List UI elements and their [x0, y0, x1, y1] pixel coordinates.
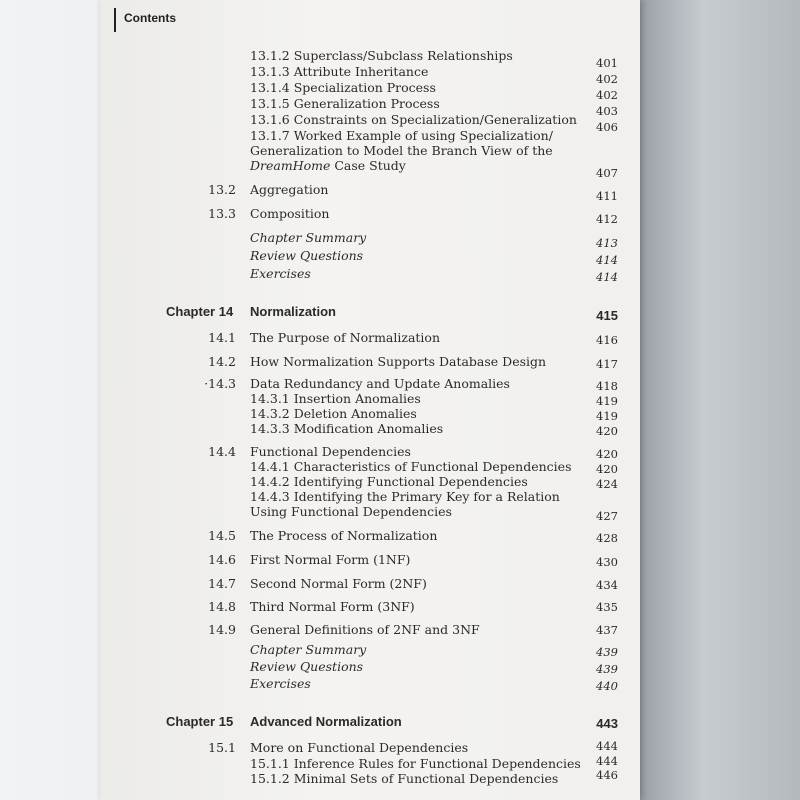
toc-number-14-9: 14.9	[208, 622, 236, 637]
toc-entry-ch14-exercises: Exercises	[250, 676, 311, 691]
case-study-text: Case Study	[330, 158, 406, 173]
toc-entry-14-3-2: 14.3.2 Deletion Anomalies	[250, 406, 417, 421]
toc-entry-15-1-1: 15.1.1 Inference Rules for Functional Dependencies	[250, 756, 581, 771]
toc-entry-14-4: Functional Dependencies	[250, 444, 411, 459]
toc-number-14-6: 14.6	[208, 552, 236, 567]
toc-page-14-3-1: 419	[596, 394, 618, 408]
toc-entry-ch13-exercises: Exercises	[250, 266, 311, 281]
toc-entry-ch14-summary: Chapter Summary	[250, 642, 367, 657]
toc-number-15-1: 15.1	[208, 740, 236, 755]
toc-page-13-3: 412	[596, 212, 618, 226]
toc-page-13-1-2: 401	[596, 56, 618, 70]
toc-number-14-3: ·14.3	[204, 376, 236, 391]
background-left	[0, 0, 100, 800]
toc-entry-14-3-3: 14.3.3 Modification Anomalies	[250, 421, 444, 436]
toc-entry-14-4-3-line1: 14.4.3 Identifying the Primary Key for a Relation	[250, 489, 560, 504]
toc-page-14-4-3: 427	[596, 509, 618, 523]
toc-page-14-4-2: 424	[596, 477, 618, 491]
toc-page-14-7: 434	[596, 578, 618, 592]
toc-page-14-9: 437	[596, 623, 618, 637]
toc-page-14-2: 417	[596, 357, 618, 371]
toc-entry-14-3-1: 14.3.1 Insertion Anomalies	[250, 391, 421, 406]
toc-entry-13-1-3: 13.1.3 Attribute Inheritance	[250, 64, 429, 79]
dreamhome-italic: DreamHome	[250, 158, 331, 173]
toc-number-14-4: 14.4	[208, 444, 236, 459]
toc-entry-14-8: Third Normal Form (3NF)	[250, 599, 415, 614]
chapter-14-label: Chapter 14	[166, 304, 234, 319]
toc-page-14-3-3: 420	[596, 424, 618, 438]
toc-entry-14-4-1: 14.4.1 Characteristics of Functional Dependencies	[250, 459, 572, 474]
book-page	[100, 0, 640, 800]
toc-page-14-3-2: 419	[596, 409, 618, 423]
toc-entry-ch13-summary: Chapter Summary	[250, 230, 367, 245]
toc-page-13-1-6: 406	[596, 120, 618, 134]
toc-entry-13-1-6: 13.1.6 Constraints on Specialization/Generalization	[250, 112, 577, 127]
toc-page-14-6: 430	[596, 555, 618, 569]
chapter-15-title: Advanced Normalization	[250, 714, 402, 729]
toc-page-ch14-review: 439	[596, 662, 618, 676]
toc-number-13-3: 13.3	[208, 206, 236, 221]
toc-entry-14-6: First Normal Form (1NF)	[250, 552, 411, 567]
toc-entry-14-2: How Normalization Supports Database Design	[250, 354, 547, 369]
toc-page-ch14-summary: 439	[596, 645, 618, 659]
toc-entry-14-1: The Purpose of Normalization	[250, 330, 441, 345]
toc-entry-13-1-2: 13.1.2 Superclass/Subclass Relationships	[250, 48, 513, 63]
toc-page-14-4-1: 420	[596, 462, 618, 476]
toc-entry-13-1-4: 13.1.4 Specialization Process	[250, 80, 436, 95]
toc-page-15-1-1: 444	[596, 754, 618, 768]
toc-entry-13-1-7-line2: Generalization to Model the Branch View of the	[250, 143, 553, 158]
toc-number-14-5: 14.5	[208, 528, 236, 543]
toc-page-14-3: 418	[596, 379, 618, 393]
toc-number-13-2: 13.2	[208, 182, 236, 197]
toc-entry-14-4-2: 14.4.2 Identifying Functional Dependencies	[250, 474, 528, 489]
toc-page-13-2: 411	[596, 189, 618, 203]
toc-entry-15-1-2: 15.1.2 Minimal Sets of Functional Dependencies	[250, 771, 559, 786]
toc-page-ch13-review: 414	[596, 253, 618, 267]
page-header-title: Contents	[124, 11, 176, 25]
chapter-15-page: 443	[596, 716, 618, 731]
toc-entry-13-1-7-line1: 13.1.7 Worked Example of using Specialization/	[250, 128, 553, 143]
toc-page-ch14-exercises: 440	[596, 679, 618, 693]
toc-entry-14-4-3-line2: Using Functional Dependencies	[250, 504, 452, 519]
chapter-14-page: 415	[596, 308, 618, 323]
toc-entry-13-1-7-line3	[250, 158, 406, 173]
toc-entry-ch14-review: Review Questions	[250, 659, 364, 674]
toc-entry-14-5: The Process of Normalization	[250, 528, 438, 543]
toc-number-14-8: 14.8	[208, 599, 236, 614]
toc-page-13-1-4: 402	[596, 88, 618, 102]
toc-page-14-8: 435	[596, 600, 618, 614]
toc-entry-14-9: General Definitions of 2NF and 3NF	[250, 622, 480, 637]
toc-page-13-1-7: 407	[596, 166, 618, 180]
toc-entry-ch13-review: Review Questions	[250, 248, 364, 263]
toc-entry-15-1: More on Functional Dependencies	[250, 740, 469, 755]
toc-page-14-1: 416	[596, 333, 618, 347]
toc-page-ch13-summary: 413	[596, 236, 618, 250]
chapter-14-title: Normalization	[250, 304, 336, 319]
toc-page-13-1-5: 403	[596, 104, 618, 118]
toc-number-14-2: 14.2	[208, 354, 236, 369]
toc-entry-14-3: Data Redundancy and Update Anomalies	[250, 376, 510, 391]
header-rule	[114, 8, 116, 32]
background-right	[640, 0, 800, 800]
toc-page-14-5: 428	[596, 531, 618, 545]
toc-number-14-1: 14.1	[208, 330, 236, 345]
chapter-15-label: Chapter 15	[166, 714, 234, 729]
toc-entry-13-3: Composition	[250, 206, 330, 221]
toc-entry-13-2: Aggregation	[250, 182, 329, 197]
toc-page-15-1-2: 446	[596, 768, 618, 782]
toc-page-15-1: 444	[596, 739, 618, 753]
toc-page-14-4: 420	[596, 447, 618, 461]
toc-page-ch13-exercises: 414	[596, 270, 618, 284]
toc-number-14-7: 14.7	[208, 576, 236, 591]
toc-page-13-1-3: 402	[596, 72, 618, 86]
toc-entry-14-7: Second Normal Form (2NF)	[250, 576, 427, 591]
toc-entry-13-1-5: 13.1.5 Generalization Process	[250, 96, 440, 111]
